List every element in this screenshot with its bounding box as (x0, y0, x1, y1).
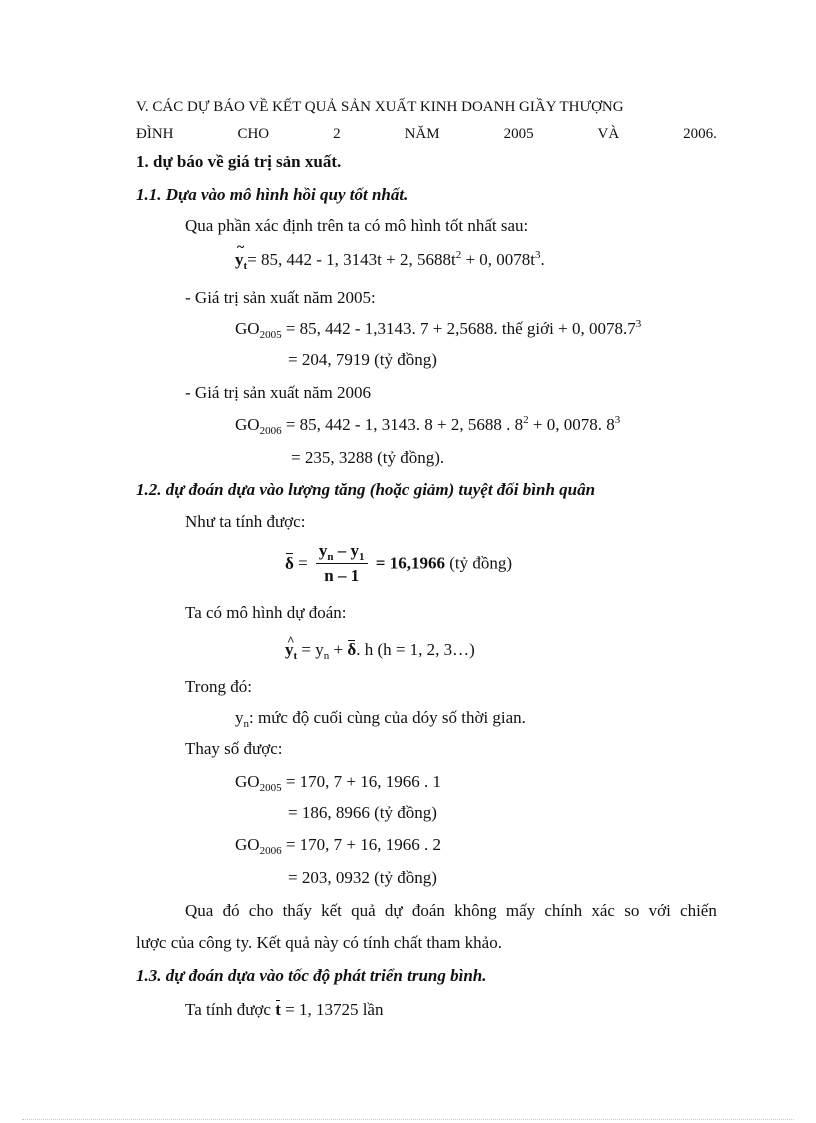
heading-line-1 (136, 96, 717, 118)
yt-hat-symbol: ^ $y_t$ (285, 639, 297, 661)
heading-word: NĂM (404, 126, 440, 142)
go2006-result: = 235, 3288 (tỷ đồng). (291, 448, 445, 467)
go2006-forecast-result: = 203, 0932 (tỷ đồng) (288, 868, 437, 887)
go2006-forecast-formula: $GO_{2006} = 170$, 7 + 16, 1966 . 2 (235, 835, 441, 857)
section-1-3-title: 1.3. dự đoán dựa vào tốc độ phát triển trung bình. (136, 966, 487, 985)
heading-word: CHO (237, 126, 270, 142)
go2006-label: - Giá trị sản xuất năm 2006 (185, 383, 372, 402)
delta-formula: δ = $\frac{y_n - y_1}{n - 1}$ = 16,1966 (tỷ đồng) (285, 541, 513, 585)
go2005-formula: $GO_{2005} = 85$, 442 - 1,3143. 7 + 2,5688. thế giới + 0, 0078.7$^3$ (235, 318, 642, 341)
heading-text-1: V. CÁC DỰ BÁO VỀ KẾT QUẢ SẢN XUẤT KINH DOANH GIẦY THƯỢNG (136, 99, 624, 115)
yt-tilde-symbol: ~ $y_t$ (235, 249, 247, 271)
average-growth-rate: Ta tính được t = 1, 13725 lần (185, 1000, 384, 1019)
go2005-label: - Giá trị sản xuất năm 2005: (185, 288, 376, 307)
heading-word: VÀ (597, 126, 620, 142)
delta-bar-symbol: δ (347, 640, 357, 659)
where-label: Trong đó: (185, 677, 252, 696)
delta-fraction: $\frac{y_n - y_1}{n - 1}$ (316, 541, 368, 586)
section-1-1-title: 1.1. Dựa vào mô hình hồi quy tốt nhất. (136, 185, 409, 204)
go2005-forecast-formula: $GO_{2005} = 170$, 7 + 16, 1966 . 1 (235, 772, 441, 794)
page-bottom-divider (22, 1119, 794, 1120)
go2005-forecast-result: = 186, 8966 (tỷ đồng) (288, 803, 437, 822)
forecast-model-label: Ta có mô hình dự đoán: (185, 603, 347, 622)
delta-result: = 16,1966 (375, 553, 445, 573)
heading-word: ĐÌNH (136, 126, 174, 142)
heading-line-2 (136, 123, 717, 145)
t-bar-symbol: t (275, 1000, 281, 1019)
forecast-model-formula: ^ $y_t = y_n + \delta$. h (h = 1, 2, 3…) (285, 639, 475, 661)
conclusion-line-1: Qua đó cho thấy kết quả dự đoán không mấy chính xác so với chiến (185, 901, 717, 920)
section-1-2-intro: Như ta tính được: (185, 512, 306, 531)
delta-bar-symbol: δ (285, 552, 294, 576)
substitution-label: Thay số được: (185, 739, 283, 758)
heading-word: 2005 (503, 126, 534, 142)
regression-model-formula: ~ $y_t= 85$, 442 - 1, 3143t + 2, $5688t^2 + 0$, $0078t^3$. (235, 249, 545, 271)
section-1-2-title: 1.2. dự đoán dựa vào lượng tăng (hoặc giảm) tuyệt đối bình quân (136, 480, 596, 499)
conclusion-line-2: lược của công ty. Kết quả này có tính chất tham khảo. (136, 933, 502, 952)
delta-unit: (tỷ đồng) (449, 553, 513, 573)
where-definition: $y_n$: mức độ cuối cùng của dóy số thời gian. (235, 708, 526, 730)
go2006-formula: $GO_{2006} = 85$, 442 - 1, 3143. 8 + 2, 5688 . $8^2 + 0$, 0078. $8^3$ (235, 414, 621, 437)
heading-word: 2006. (683, 126, 717, 142)
heading-word: 2 (333, 126, 341, 142)
go2005-result: = 204, 7919 (tỷ đồng) (288, 350, 437, 369)
section-1-1-intro: Qua phần xác định trên ta có mô hình tốt nhất sau: (185, 216, 529, 235)
section-1-title: 1. dự báo về giá trị sản xuất. (136, 152, 342, 171)
